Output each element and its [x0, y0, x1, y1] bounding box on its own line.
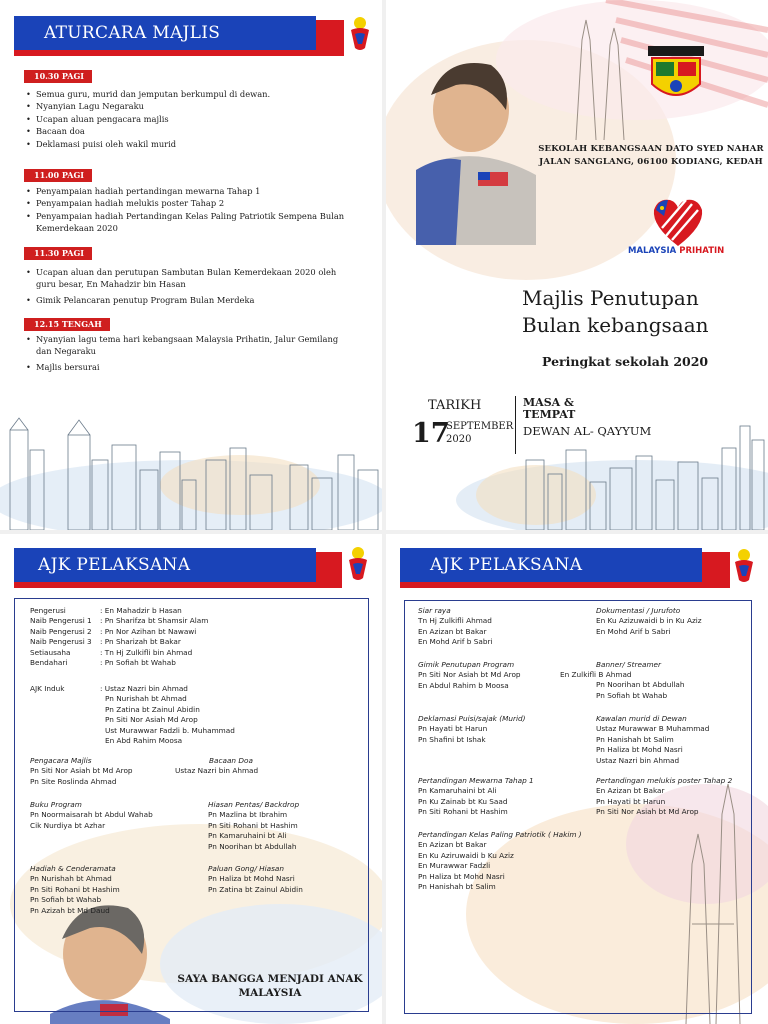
committee-title: AJK PELAKSANA — [14, 548, 316, 582]
cover-panel — [386, 0, 768, 530]
list-item: • Ucapan aluan dan perutupan Sambutan Bulan Kemerdekaan 2020 oleh guru besar, En Mahadzir bin Hasan — [26, 266, 346, 291]
malaysia-prihatin-logo — [622, 196, 744, 264]
committee-header — [14, 552, 342, 588]
mewarna-section: Pertandingan Mewarna Tahap 1 Pn Kamaruhaini bt Ali Pn Ku Zainab bt Ku Saad Pn Siti Rohani bt Hashim — [418, 776, 534, 817]
school-street: JALAN SANGLANG, 06100 KODIANG, KEDAH — [539, 157, 763, 167]
city-skyline-illustration — [0, 390, 382, 530]
city-skyline-illustration — [386, 400, 768, 530]
list-item: • Ucapan aluan pengacara majlis — [26, 113, 346, 125]
time-tag: 10.30 PAGI — [24, 70, 92, 83]
logo-word-malaysia: MALAYSIA — [628, 246, 677, 256]
agenda-header — [14, 20, 344, 56]
title-line: Majlis Penutupan — [522, 286, 699, 310]
time-tag: 11.00 PAGI — [24, 169, 92, 182]
melukis-section: Pertandingan melukis poster Tahap 2 En Azizan bt Bakar Pn Hayati bt Harun Pn Siti Nor Asiah bt Md Arop — [596, 776, 733, 817]
kawalan-section: Kawalan murid di Dewan Ustaz Murawwar B Muhammad Pn Hanishah bt Salim Pn Haliza bt Mohd Nasri Ustaz Nazri bin Ahmad — [596, 714, 710, 765]
heart-logo-icon — [648, 196, 708, 248]
agenda-list — [26, 88, 346, 150]
gimik-section: Gimik Penutupan Program Pn Siti Nor Asiah bt Md Arop En Abdul Rahim b Moosa — [418, 660, 521, 690]
ajk-induk-list: : Ustaz Nazri bin Ahmad Pn Nurishah bt Ahmad Pn Zatina bt Zainul Abidin Pn Siti Nor Asiah Md Arop Ust Murawwar Fadzli b. Muhammad En Abd Rahim Moosa — [100, 684, 235, 746]
ajk-induk-label: AJK Induk — [30, 684, 65, 693]
list-item: • Penyampaian hadiah pertandingan mewarna Tahap 1 — [26, 185, 346, 197]
committee-panel-left — [0, 534, 382, 1024]
committee-panel-right — [386, 534, 768, 1024]
slogan: SAYA BANGGA MENJADI ANAK MALAYSIA — [177, 973, 363, 999]
school-crest-icon — [644, 44, 708, 106]
logo-word-prihatin: PRIHATIN — [679, 246, 725, 256]
buku-section: Buku Program Pn Noormaisarah bt Abdul Wahab Cik Nurdiya bt Azhar — [30, 800, 153, 830]
list-item: • Majlis bersurai — [26, 361, 346, 373]
agenda-list — [26, 185, 346, 235]
kelas-section: Pertandingan Kelas Paling Patriotik ( Hakim ) En Azizan bt Bakar En Ku Aziruwaidi b Ku Aziz En Murawwar Fadzli Pn Haliza bt Mohd Nasri Pn Hanishah bt Salim — [418, 830, 582, 892]
mascot-icon — [347, 14, 373, 54]
agenda-panel — [0, 0, 382, 530]
mascot-icon — [345, 544, 371, 584]
school-name: SEKOLAH KEBANGSAAN DATO SYED NAHAR — [538, 144, 764, 154]
list-item: • Gimik Pelancaran penutup Program Bulan Merdeka — [26, 294, 346, 306]
time-tag: 12.15 TENGAH — [24, 318, 110, 331]
pengacara-section: Pengacara Majlis Pn Siti Nor Asiah bt Md Arop Pn Site Roslinda Ahmad — [30, 756, 133, 786]
hiasan-section: Hiasan Pentas/ Backdrop Pn Mazlina bt Ibrahim Pn Siti Rohani bt Hashim Pn Kamaruhaini bt Ali Pn Noorihan bt Abdullah — [208, 800, 300, 851]
list-item: • Nyanyian Lagu Negaraku — [26, 100, 346, 112]
committee-header — [400, 552, 730, 588]
gimik-extra: En Zulkifli B Ahmad — [560, 670, 632, 679]
place-label: TEMPAT — [523, 408, 576, 421]
agenda-title: ATURCARA MAJLIS — [14, 16, 316, 50]
paluan-section: Paluan Gong/ Hiasan Pn Haliza bt Mohd Nasri Pn Zatina bt Zainul Abidin — [208, 864, 303, 894]
agenda-list — [26, 333, 346, 373]
date-month: SEPTEMBER — [446, 421, 514, 432]
siar-section: Siar raya Tn Hj Zulkifli Ahmad En Azizan bt Bakar En Mohd Arif b Sabri — [418, 606, 493, 647]
agenda-list — [26, 266, 346, 306]
hadiah-section: Hadiah & Cenderamata Pn Nurishah bt Ahmad Pn Siti Rohani bt Hashim Pn Sofiah bt Wahab Pn Azizah bt Md Daud — [30, 864, 120, 915]
deklamasi-section: Deklamasi Puisi/sajak (Murid) Pn Hayati bt Harun Pn Shafini bt Ishak — [418, 714, 526, 744]
list-item: • Penyampaian hadiah Pertandingan Kelas Paling Patriotik Sempena Bulan Kemerdekaan 2020 — [26, 210, 346, 235]
officer-names: : En Mahadzir b Hasan : Pn Sharifza bt Shamsir Alam : Pn Nor Azihan bt Nawawi : Pn Sharizah bt Bakar : Tn Hj Zulkifli bin Ahmad : Pn Sofiah bt Wahab — [100, 606, 209, 668]
list-item: • Deklamasi puisi oleh wakil murid — [26, 138, 346, 150]
list-item: • Nyanyian lagu tema hari kebangsaan Malaysia Prihatin, Jalur Gemilang dan Negaraku — [26, 333, 346, 358]
title-line: Bulan kebangsaan — [522, 313, 709, 337]
list-item: • Bacaan doa — [26, 125, 346, 137]
date-day: 17 — [412, 418, 450, 449]
banner-section: Banner/ Streamer Pn Noorihan bt Abdullah Pn Sofiah bt Wahab — [596, 660, 685, 700]
date-year: 2020 — [446, 434, 472, 445]
subtitle: Peringkat sekolah 2020 — [542, 354, 709, 369]
list-item: • Penyampaian hadiah melukis poster Tahap 2 — [26, 197, 346, 209]
time-tag: 11.30 PAGI — [24, 247, 92, 260]
mascot-icon — [731, 546, 757, 586]
venue: DEWAN AL- QAYYUM — [523, 424, 652, 438]
committee-title: AJK PELAKSANA — [400, 548, 702, 582]
bacaan-section: Bacaan Doa Ustaz Nazri bin Ahmad — [175, 756, 259, 776]
date-label: TARIKH — [428, 398, 482, 413]
time-label: MASA & — [523, 396, 574, 409]
page-title — [522, 285, 709, 339]
dokumentasi-section: Dokumentasi / Jurufoto En Ku Azizuwaidi b in Ku Aziz En Mohd Arif b Sabri — [596, 606, 702, 636]
list-item: • Semua guru, murid dan jemputan berkumpul di dewan. — [26, 88, 346, 100]
officer-roles: Pengerusi Naib Pengerusi 1 Naib Pengerusi 2 Naib Pengerusi 3 Setiausaha Bendahari — [30, 606, 92, 668]
school-address — [536, 143, 766, 169]
